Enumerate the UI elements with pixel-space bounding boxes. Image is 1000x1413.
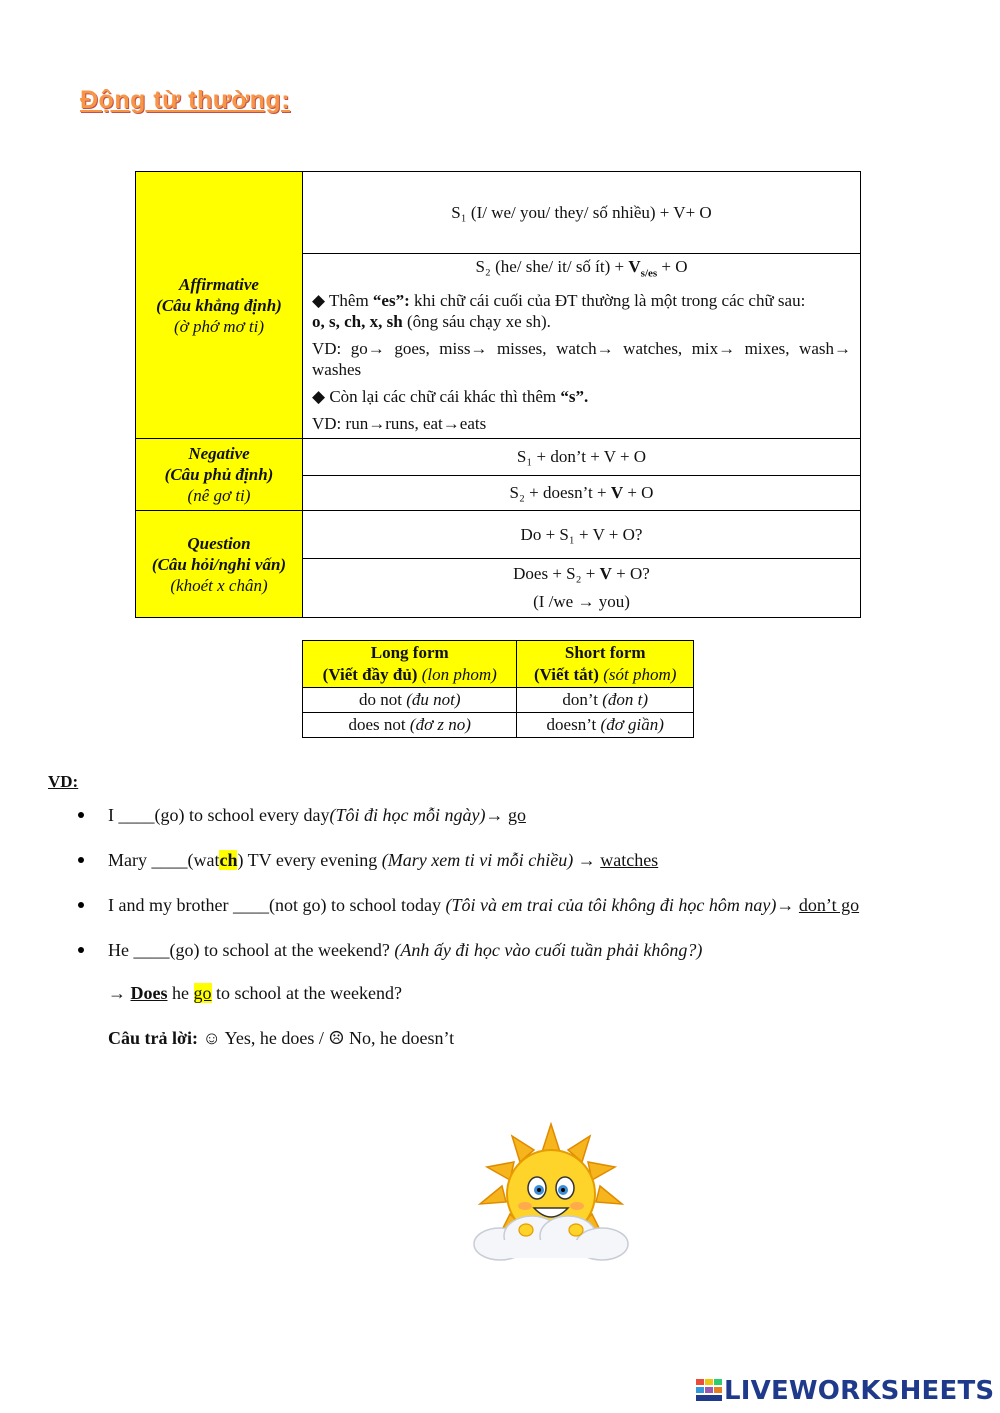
affirmative-vn: (Câu khẳng định)	[156, 295, 282, 315]
grammar-table	[135, 171, 861, 618]
negative-formula-1: S₁ + don’t + V + O	[303, 439, 861, 476]
affirmative-label-cell	[136, 172, 303, 439]
short-form-header: Short form (Viết tắt) (sót phom)	[517, 641, 694, 688]
negative-formula-2: S₂ + doesn’t + V + O	[303, 476, 861, 511]
forms-table	[302, 640, 694, 738]
example-item: He ____(go) to school at the weekend? (Anh ấy đi học vào cuối tuần phải không?)	[78, 935, 978, 980]
bullet-icon	[78, 902, 84, 908]
negative-label: Negative	[188, 444, 250, 464]
long-form-header: Long form (Viết đầy đủ) (lon phom)	[303, 641, 517, 688]
affirmative-rules	[303, 254, 861, 439]
bullet-icon	[78, 857, 84, 863]
examples-s: VD: run→runs, eat→eats	[312, 414, 487, 434]
negative-pron: (nê gơ ti)	[187, 486, 251, 506]
answer: don’t go	[798, 895, 860, 915]
question-label: Question	[187, 533, 251, 553]
short-form-cell: don’t (đon t)	[517, 688, 694, 713]
negative-vn: (Câu phủ định)	[164, 465, 274, 485]
question-pron: (khoét x chân)	[170, 575, 268, 595]
bullet-icon	[78, 812, 84, 818]
example-item: I and my brother ____(not go) to school today (Tôi và em trai của tôi không đi học hôm nay)→ don’t go	[78, 890, 978, 935]
affirmative-label: Affirmative	[179, 274, 259, 294]
examples-list	[78, 800, 978, 980]
rule-es: ◆ Thêm “es”: khi chữ cái cuối của ĐT thường là một trong các chữ sau: o, s, ch, x, sh (ông sáu chạy xe sh).	[312, 291, 806, 332]
examples-es: VD: go→ goes, miss→ misses, watch→ watches, mix→ mixes, wash→ washes	[312, 339, 851, 380]
mnemonic: (ông sáu chạy xe sh).	[406, 312, 551, 332]
long-form-cell: does not (đơ z no)	[303, 713, 517, 738]
question-note: (I /we → you)	[533, 592, 630, 612]
negative-label-cell	[136, 439, 303, 511]
affirmative-formula-1: S₁ (I/ we/ you/ they/ số nhiều) + V+ O	[303, 172, 861, 254]
question-formula-2: Does + S₂ + V + O? (I /we → you)	[303, 559, 861, 618]
question-vn: (Câu hỏi/nghi vấn)	[151, 554, 287, 574]
affirmative-pron: (ờ phớ mơ ti)	[173, 316, 264, 336]
examples-label: VD:	[48, 772, 79, 791]
long-form-cell: do not (đu not)	[303, 688, 517, 713]
short-form-cell: doesn’t (đơ giần)	[517, 713, 694, 738]
question-label-cell	[136, 511, 303, 618]
question-formula-1: Do + S₁ + V + O?	[303, 511, 861, 559]
page-title: Động từ thường:	[80, 86, 291, 114]
sun-cloud-icon	[470, 1122, 632, 1262]
es-letters: o, s, ch, x, sh	[312, 312, 403, 332]
rule-s: ◆ Còn lại các chữ cái khác thì thêm “s”.	[312, 387, 589, 407]
example-item: Mary ____(watch) TV every evening (Mary xem ti vi mỗi chiều) → watches	[78, 845, 978, 890]
liveworksheets-logo: LIVEWORKSHEETS	[696, 1376, 994, 1406]
answer: go	[507, 805, 526, 825]
bullet-icon	[78, 947, 84, 953]
logo-icon	[696, 1379, 722, 1401]
question-conversion: → Does he go to school at the weekend?	[108, 983, 402, 1003]
answer: watches	[600, 850, 659, 870]
answer-line: Câu trả lời: ☺ Yes, he does / ☹ No, he doesn’t	[108, 1028, 455, 1048]
example-item: I ____(go) to school every day(Tôi đi học mỗi ngày)→ go	[78, 800, 978, 845]
affirmative-formula-2: S₂ (he/ she/ it/ số ít) + $V_{s/es} + O$	[475, 257, 688, 280]
